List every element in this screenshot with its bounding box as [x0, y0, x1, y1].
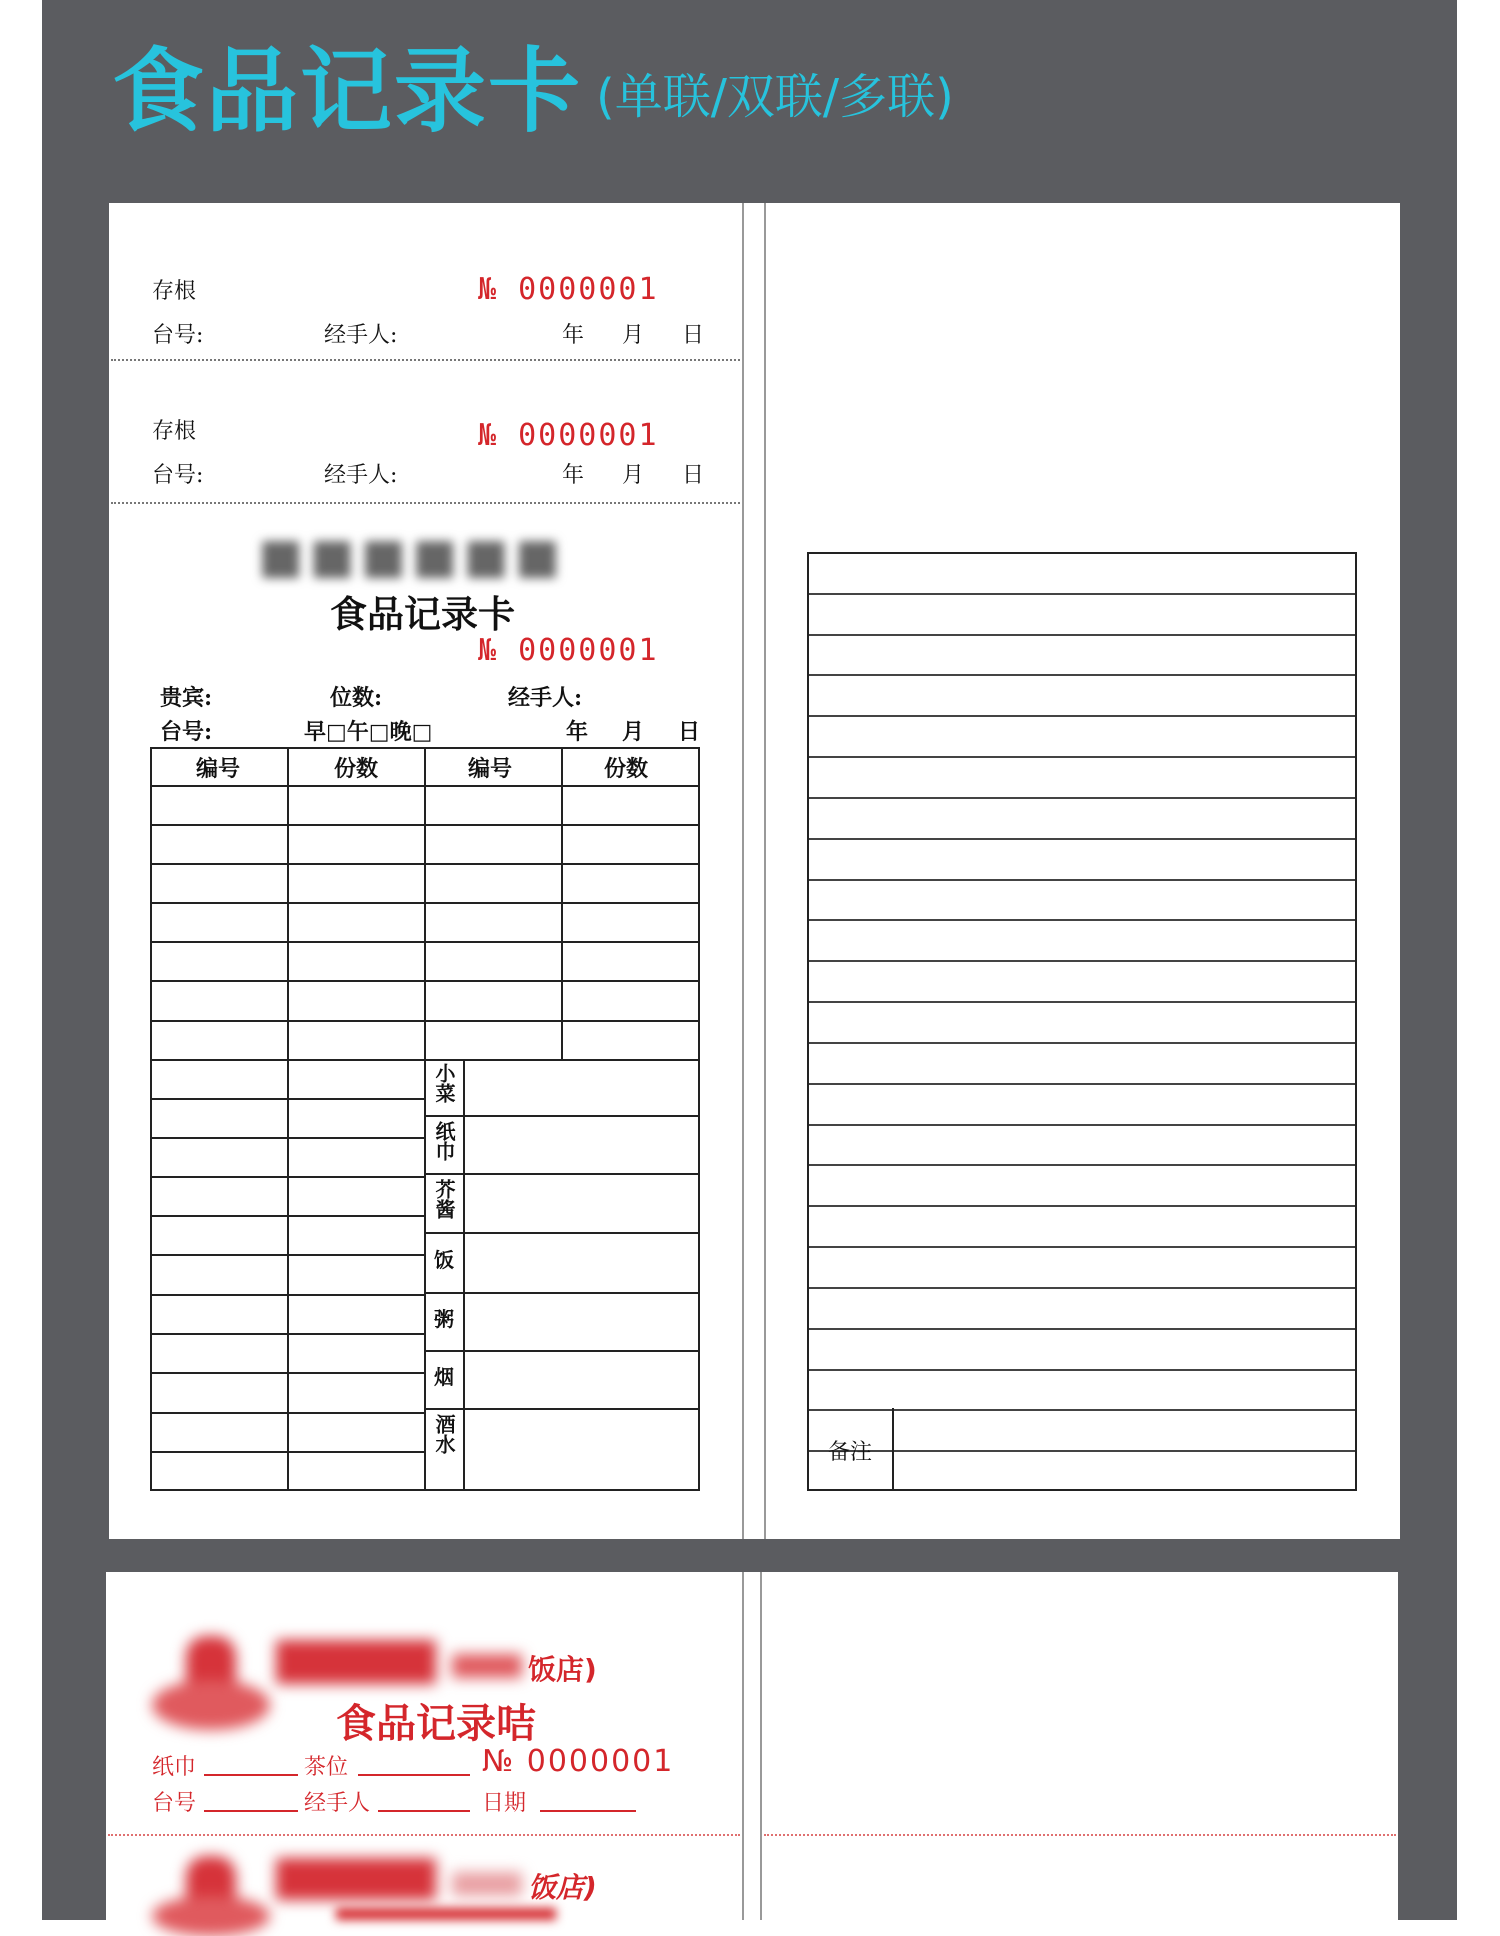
notes-line-3	[809, 674, 1355, 676]
side-item-5	[430, 1308, 458, 1330]
bottom-card-number: № 0000001	[482, 1744, 675, 1779]
bottom-date-line	[540, 1810, 636, 1812]
headline-main: 食品记录卡	[112, 38, 583, 145]
side-item-1-text: 小菜	[432, 1063, 456, 1103]
restaurant-name-red-pixelated	[276, 1640, 524, 1686]
notes-line-12	[809, 1042, 1355, 1044]
grid-lower-row-line-2	[150, 1137, 425, 1139]
grid-lower-row-line-8	[150, 1372, 425, 1374]
side-item-3	[430, 1179, 458, 1223]
stub2-handler: 经手人:	[324, 463, 398, 488]
stub1-handler: 经手人:	[324, 323, 398, 348]
side-item-6	[430, 1366, 458, 1388]
stub1-day: 日	[682, 323, 705, 348]
remark-label: 备注	[828, 1440, 873, 1465]
card-meal: 早□午□晚□	[304, 719, 433, 745]
grid-row-line-5	[150, 941, 700, 943]
grid-row-line-8	[150, 1059, 700, 1061]
side-row-line-1	[424, 1115, 700, 1117]
notes-line-21	[809, 1409, 1355, 1411]
notes-line-16	[809, 1205, 1355, 1207]
notes-line-10	[809, 960, 1355, 962]
grid-row-line-4	[150, 902, 700, 904]
side-row-line-5	[424, 1350, 700, 1352]
stub1-year: 年	[562, 323, 585, 348]
grid-vline-side	[463, 1059, 465, 1491]
notes-line-17	[809, 1246, 1355, 1248]
notes-line-11	[809, 1001, 1355, 1003]
stub1-month: 月	[622, 323, 645, 348]
notes-box	[807, 552, 1357, 1491]
notes-line-20	[809, 1369, 1355, 1371]
notes-line-5	[809, 756, 1355, 758]
stub1-perforation	[111, 359, 740, 361]
side-item-4	[430, 1249, 458, 1271]
grid-vline-2	[424, 747, 426, 1491]
lower-spine	[742, 1572, 762, 1920]
restaurant-suffix-2: 饭店)	[528, 1871, 597, 1904]
notes-line-13	[809, 1083, 1355, 1085]
restaurant-logo-pixelated-2	[152, 1856, 270, 1926]
notes-line-14	[809, 1124, 1355, 1126]
stub2-year: 年	[562, 463, 585, 488]
stub2-table-no: 台号:	[152, 463, 204, 488]
notes-line-4	[809, 715, 1355, 717]
bottom-handler-label: 经手人	[304, 1791, 371, 1816]
grid-vline-1	[287, 747, 289, 1491]
bottom-card-title-2-cropped	[336, 1908, 556, 1920]
stub1-number: № 0000001	[478, 272, 659, 307]
bottom-tissue-label: 纸巾	[152, 1755, 197, 1780]
bottom-tissue-line	[204, 1774, 298, 1776]
grid-header-3: 编号	[468, 756, 513, 782]
notes-line-22	[809, 1450, 1355, 1452]
bottom-tea-line	[358, 1774, 470, 1776]
side-item-7	[430, 1414, 458, 1458]
side-item-7-text: 酒水	[432, 1414, 456, 1454]
notes-line-1	[809, 593, 1355, 595]
stub1-table-no: 台号:	[152, 323, 204, 348]
bottom-perforation-right	[764, 1834, 1396, 1836]
card-day: 日	[678, 719, 701, 745]
notes-line-7	[809, 838, 1355, 840]
side-item-6-text: 烟	[434, 1365, 454, 1389]
bottom-perforation-left	[108, 1834, 740, 1836]
stub2-day: 日	[682, 463, 705, 488]
grid-lower-row-line-7	[150, 1333, 425, 1335]
grid-lower-row-line-9	[150, 1412, 425, 1414]
notes-line-2	[809, 634, 1355, 636]
grid-lower-row-line-3	[150, 1176, 425, 1178]
stub2-number: № 0000001	[478, 418, 659, 453]
card-year: 年	[566, 719, 589, 745]
restaurant-suffix: 饭店)	[528, 1653, 597, 1686]
side-row-line-6	[424, 1408, 700, 1410]
restaurant-name-pixelated: ■■■■■■	[258, 528, 567, 584]
grid-header-2: 份数	[334, 756, 379, 782]
side-item-2-text: 纸巾	[432, 1121, 456, 1161]
card-title: 食品记录卡	[330, 592, 515, 636]
stub2-month: 月	[622, 463, 645, 488]
grid-row-line-6	[150, 980, 700, 982]
side-item-4-text: 饭	[434, 1248, 454, 1272]
grid-header-4: 份数	[604, 756, 649, 782]
notes-line-6	[809, 797, 1355, 799]
notes-line-9	[809, 919, 1355, 921]
bottom-tea-label: 茶位	[304, 1755, 349, 1780]
bottom-handler-line	[378, 1810, 470, 1812]
bottom-date-label: 日期	[482, 1791, 527, 1816]
grid-row-line-3	[150, 863, 700, 865]
side-item-1	[430, 1063, 458, 1107]
grid-lower-row-line-6	[150, 1294, 425, 1296]
card-seats: 位数:	[330, 685, 383, 711]
side-item-2	[430, 1121, 458, 1165]
card-guest: 贵宾:	[160, 685, 213, 711]
side-row-line-3	[424, 1232, 700, 1234]
upper-spine	[742, 203, 766, 1539]
grid-row-line-1	[150, 785, 700, 787]
grid-row-line-7	[150, 1020, 700, 1022]
remark-divider	[892, 1408, 894, 1491]
grid-lower-row-line-5	[150, 1254, 425, 1256]
bottom-table-line	[204, 1810, 298, 1812]
grid-header-1: 编号	[196, 756, 241, 782]
side-row-line-2	[424, 1173, 700, 1175]
lower-right-page	[762, 1572, 1398, 1920]
side-item-5-text: 粥	[434, 1307, 454, 1331]
stub2-perforation	[111, 502, 740, 504]
notes-line-8	[809, 879, 1355, 881]
stub1-label: 存根	[152, 279, 197, 304]
stub2-label: 存根	[152, 419, 197, 444]
side-row-line-4	[424, 1292, 700, 1294]
notes-line-19	[809, 1328, 1355, 1330]
restaurant-name-red-pixelated-2	[276, 1858, 524, 1902]
grid-lower-row-line-4	[150, 1215, 425, 1217]
bottom-card-title: 食品记录咭	[336, 1701, 536, 1747]
headline-sub: (单联/双联/多联)	[596, 69, 954, 125]
notes-line-18	[809, 1287, 1355, 1289]
card-handler: 经手人:	[508, 685, 583, 711]
card-month: 月	[622, 719, 645, 745]
side-item-3-text: 芥酱	[432, 1179, 456, 1219]
grid-row-line-2	[150, 824, 700, 826]
card-table-no: 台号:	[160, 719, 213, 745]
page-headline	[112, 18, 954, 150]
grid-lower-row-line-10	[150, 1451, 425, 1453]
bottom-table-label: 台号	[152, 1791, 197, 1816]
notes-line-15	[809, 1164, 1355, 1166]
grid-lower-row-line-1	[150, 1098, 425, 1100]
restaurant-logo-pixelated	[152, 1636, 270, 1736]
card-number: № 0000001	[478, 633, 659, 668]
